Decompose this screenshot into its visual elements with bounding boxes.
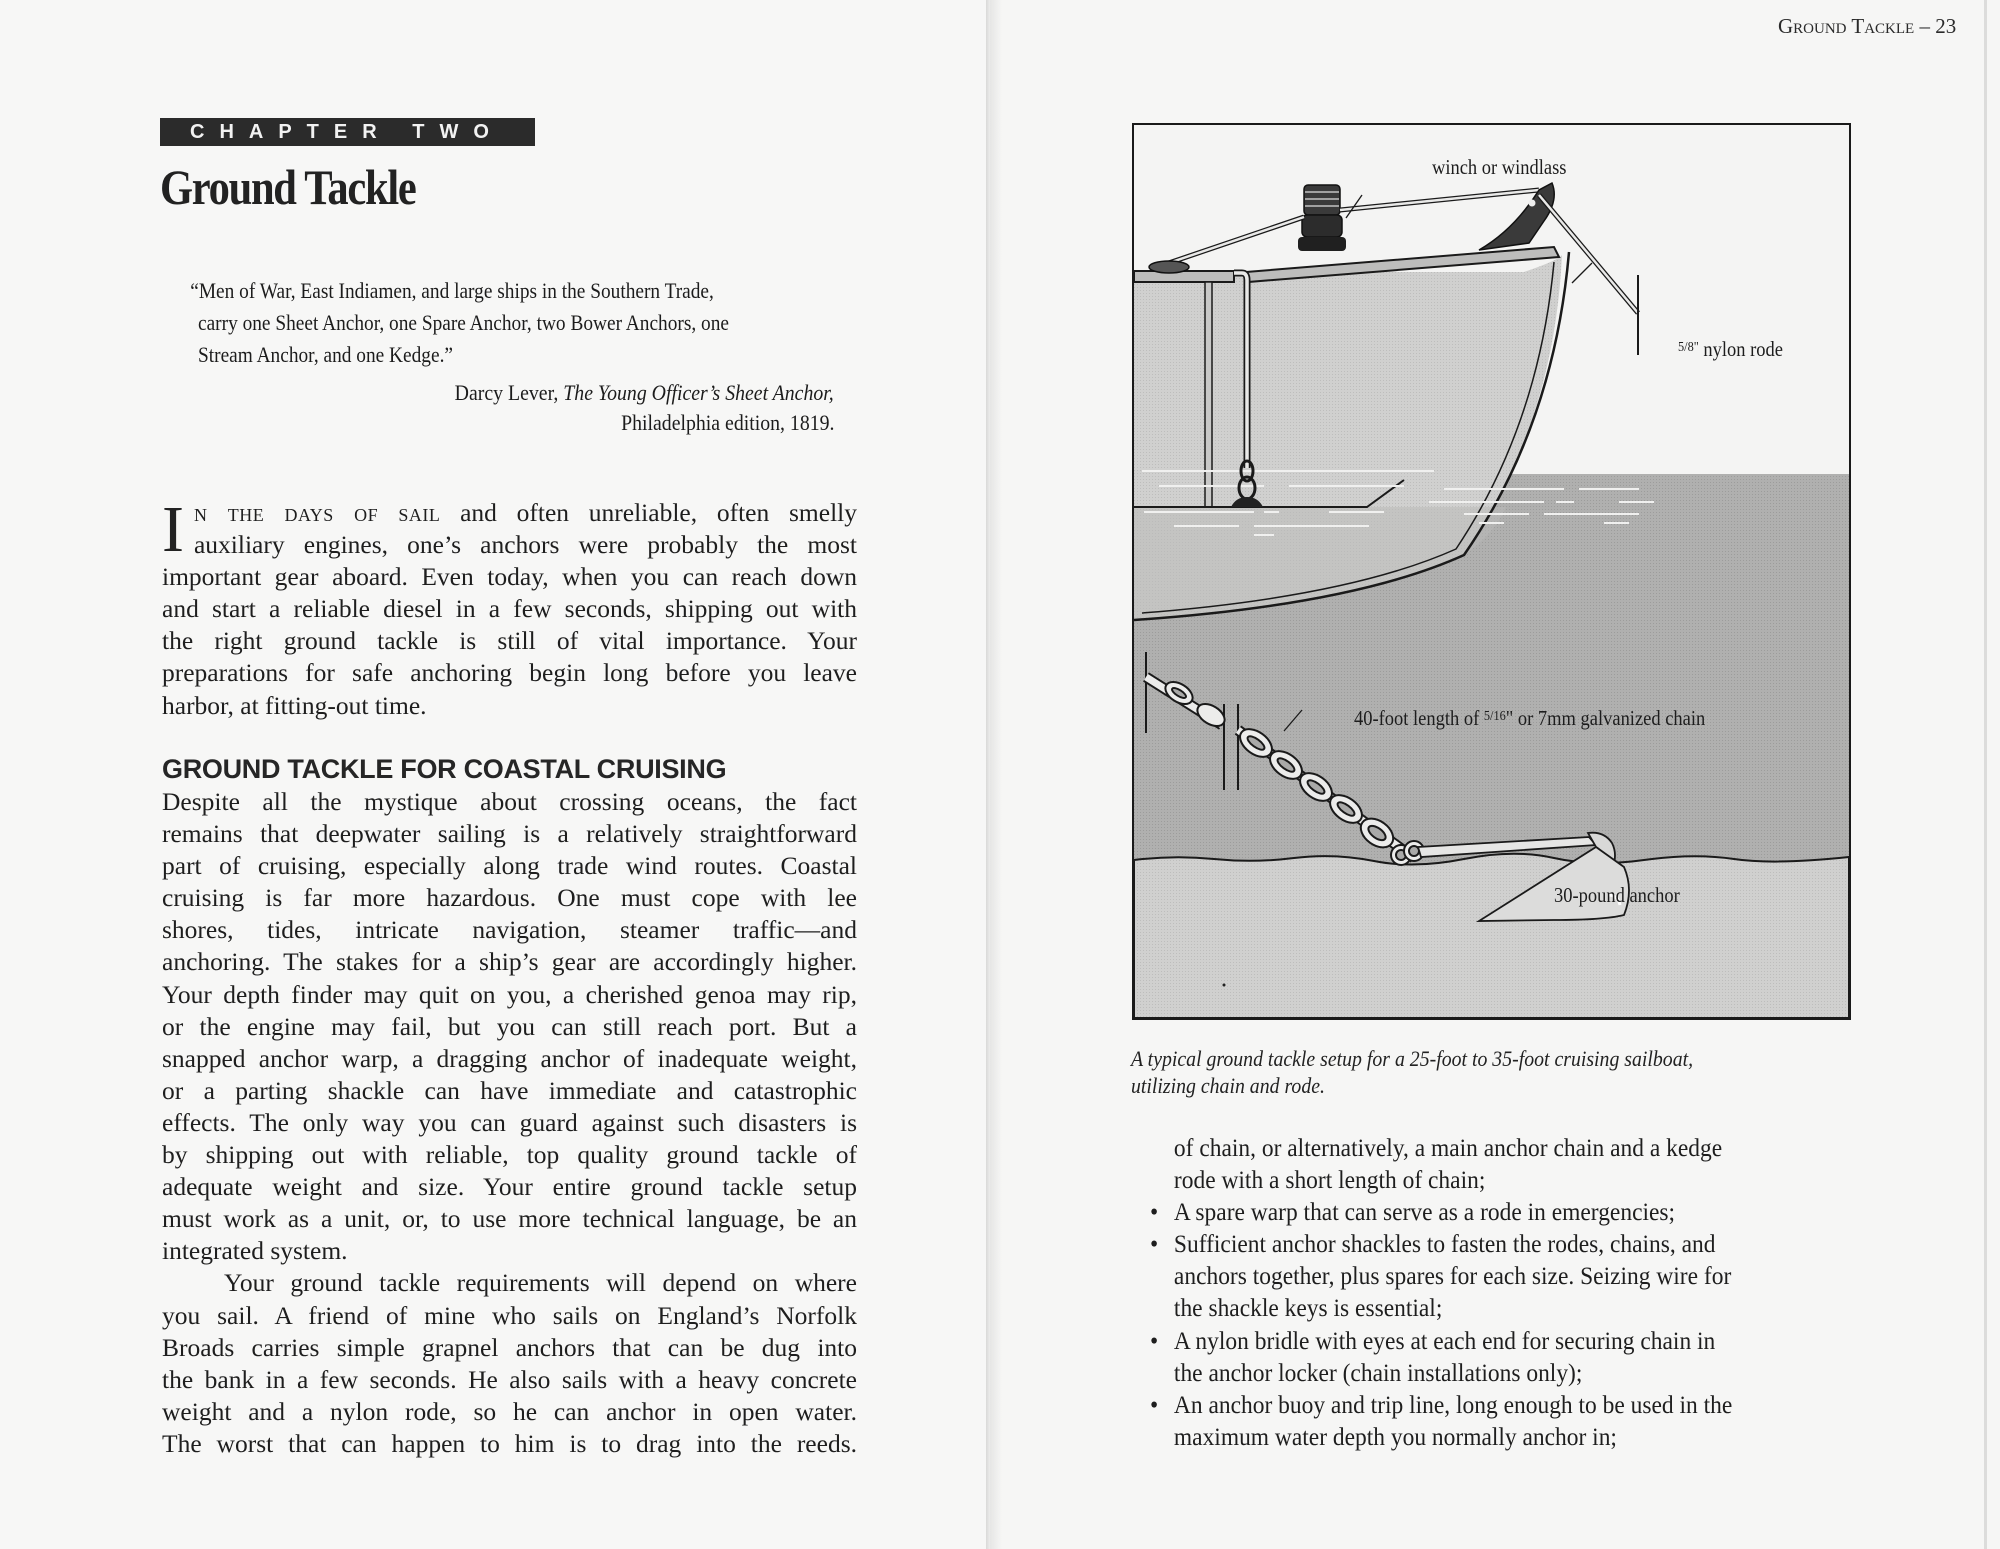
epigraph-line: carry one Sheet Anchor, one Spare Anchor, two Bower Anchors, one (198, 310, 729, 335)
body-line: the shackle keys is essential; (1173, 1293, 1443, 1323)
body-line: A spare warp that can serve as a rode in emergencies; (1173, 1197, 1676, 1227)
label-anchor: 30-pound anchor (1554, 883, 1680, 907)
body-line: snapped anchor warp, a dragging anchor of inadequate weight, (162, 1043, 857, 1073)
bulkhead (1205, 282, 1212, 507)
body-line: preparations for safe anchoring begin long before you leave (162, 658, 857, 688)
epigraph-line: Stream Anchor, and one Kedge.” (198, 342, 453, 367)
paragraph-1 (162, 786, 857, 1460)
body-line: Sufficient anchor shackles to fasten the rodes, chains, and (1173, 1229, 1716, 1259)
drop-cap: I (162, 493, 184, 566)
gutter-shadow (990, 0, 1002, 1549)
body-line: harbor, at fitting-out time. (162, 690, 427, 720)
body-line: part of cruising, especially along trade wind routes. Coastal (162, 851, 857, 881)
body-line: by shipping out with reliable, top quality ground tackle of (162, 1140, 857, 1170)
section-heading: GROUND TACKLE FOR COASTAL CRUISING (162, 754, 727, 784)
label-nylon-rode (1678, 337, 1783, 362)
chain-suffix: " or 7mm galvanized chain (1505, 706, 1706, 730)
body-line: the bank in a few seconds. He also sails with a heavy concrete (162, 1364, 857, 1394)
seabed (1134, 854, 1849, 1018)
windlass-icon (1298, 185, 1346, 251)
attribution-edition: Philadelphia edition, 1819. (620, 410, 834, 435)
running-head (1778, 14, 1956, 39)
page-edge (1984, 0, 1987, 1549)
body-line: rode with a short length of chain; (1173, 1165, 1486, 1195)
body-text: and often unreliable, often smelly (440, 498, 857, 527)
body-line: maximum water depth you normally anchor in; (1173, 1421, 1617, 1451)
epigraph-quote (190, 275, 830, 371)
list-scaler (1150, 1132, 1840, 1453)
body-line: or the engine may fail, but you can still reach port. But a (162, 1011, 857, 1041)
body-line: adequate weight and size. Your entire ground tackle setup (162, 1172, 857, 1202)
inch-mark: " (1693, 340, 1699, 355)
body-line: The worst that can happen to him is to drag into the reeds. (162, 1428, 857, 1458)
body-line: A nylon bridle with eyes at each end for securing chain in (1173, 1325, 1716, 1355)
epigraph-line: “Men of War, East Indiamen, and large ships in the Southern Trade, (190, 278, 714, 303)
rode-text: nylon rode (1698, 337, 1783, 361)
list-item (1150, 1325, 1840, 1389)
ground-tackle-diagram (1132, 123, 1851, 1020)
body-line: cruising is far more hazardous. One must cope with lee (162, 883, 857, 913)
body-line: Your ground tackle requirements will depend on where (224, 1268, 857, 1298)
body-line: shores, tides, intricate navigation, steamer traffic—and (162, 915, 857, 945)
body-line: anchoring. The stakes for a ship’s gear are accordingly higher. (162, 947, 857, 977)
body-line: integrated system. (162, 1236, 348, 1266)
epigraph-attribution (455, 378, 834, 408)
chain-fraction: 5/16 (1483, 709, 1506, 724)
body-line: weight and a nylon rode, so he can anchor in open water. (162, 1396, 857, 1426)
body-line: must work as a unit, or, to use more technical language, be an (162, 1204, 857, 1234)
body-line: or a parting shackle can have immediate and catastrophic (162, 1075, 857, 1105)
chapter-title: Ground Tackle (160, 159, 416, 215)
bullet-icon: • (1150, 1229, 1159, 1259)
body-line: auxiliary engines, one’s anchors were probably the most (193, 530, 857, 560)
body-line: anchors together, plus spares for each size. Seizing wire for (1173, 1261, 1732, 1291)
bullet-icon: • (1150, 1325, 1159, 1355)
caption-line: utilizing chain and rode. (1131, 1073, 1325, 1098)
body-line: the right ground tackle is still of vital importance. Your (162, 626, 857, 656)
running-head-separator: – (1919, 14, 1930, 38)
label-galvanized-chain (1354, 706, 1705, 731)
continued-item (1150, 1132, 1840, 1196)
body-line: effects. The only way you can guard against such disasters is (162, 1107, 857, 1137)
body-line: remains that deepwater sailing is a relatively straightforward (162, 819, 857, 849)
body-line: important gear aboard. Even today, when you can reach down (162, 562, 857, 592)
body-line: Broads carries simple grapnel anchors that can be dug into (162, 1332, 857, 1362)
body-line: An anchor buoy and trip line, long enough to be used in the (1173, 1389, 1733, 1419)
chain-prefix: 40-foot length of (1354, 706, 1484, 730)
rode-fraction: 5/8 (1678, 340, 1694, 355)
list-item (1150, 1228, 1840, 1324)
attribution-book-title: The Young Officer’s Sheet Anchor, (563, 380, 834, 405)
bullet-icon: • (1150, 1197, 1159, 1227)
list-item (1150, 1389, 1840, 1453)
body-line: the anchor locker (chain installations only); (1173, 1357, 1583, 1387)
intro-paragraph (162, 493, 857, 722)
small-caps-lead: n the days of sail (193, 498, 441, 527)
label-winch-or-windlass: winch or windlass (1432, 155, 1567, 179)
bullet-icon: • (1150, 1389, 1159, 1419)
page-number: 23 (1935, 14, 1957, 38)
equipment-list (1150, 1132, 1840, 1453)
cleat-icon (1149, 261, 1189, 273)
body-line: of chain, or alternatively, a main anchor chain and a kedge (1173, 1133, 1723, 1162)
chapter-label: CHAPTER TWO (160, 118, 535, 146)
attribution-author: Darcy Lever, (454, 380, 564, 405)
body-line: and start a reliable diesel in a few seconds, shipping out with (162, 594, 857, 624)
body-line: Despite all the mystique about crossing oceans, the fact (162, 787, 857, 816)
caption-line: A typical ground tackle setup for a 25-foot to 35-foot cruising sailboat, (1131, 1046, 1694, 1071)
list-item (1150, 1196, 1840, 1228)
diagram-illustration (1134, 125, 1849, 1018)
running-head-title: Ground Tackle (1778, 14, 1915, 38)
body-line: you sail. A friend of mine who sails on England’s Norfolk (162, 1300, 857, 1330)
body-line: Your depth finder may quit on you, a cherished genoa may rip, (162, 979, 857, 1009)
figure-caption (1131, 1045, 1815, 1099)
body-line (162, 497, 857, 529)
